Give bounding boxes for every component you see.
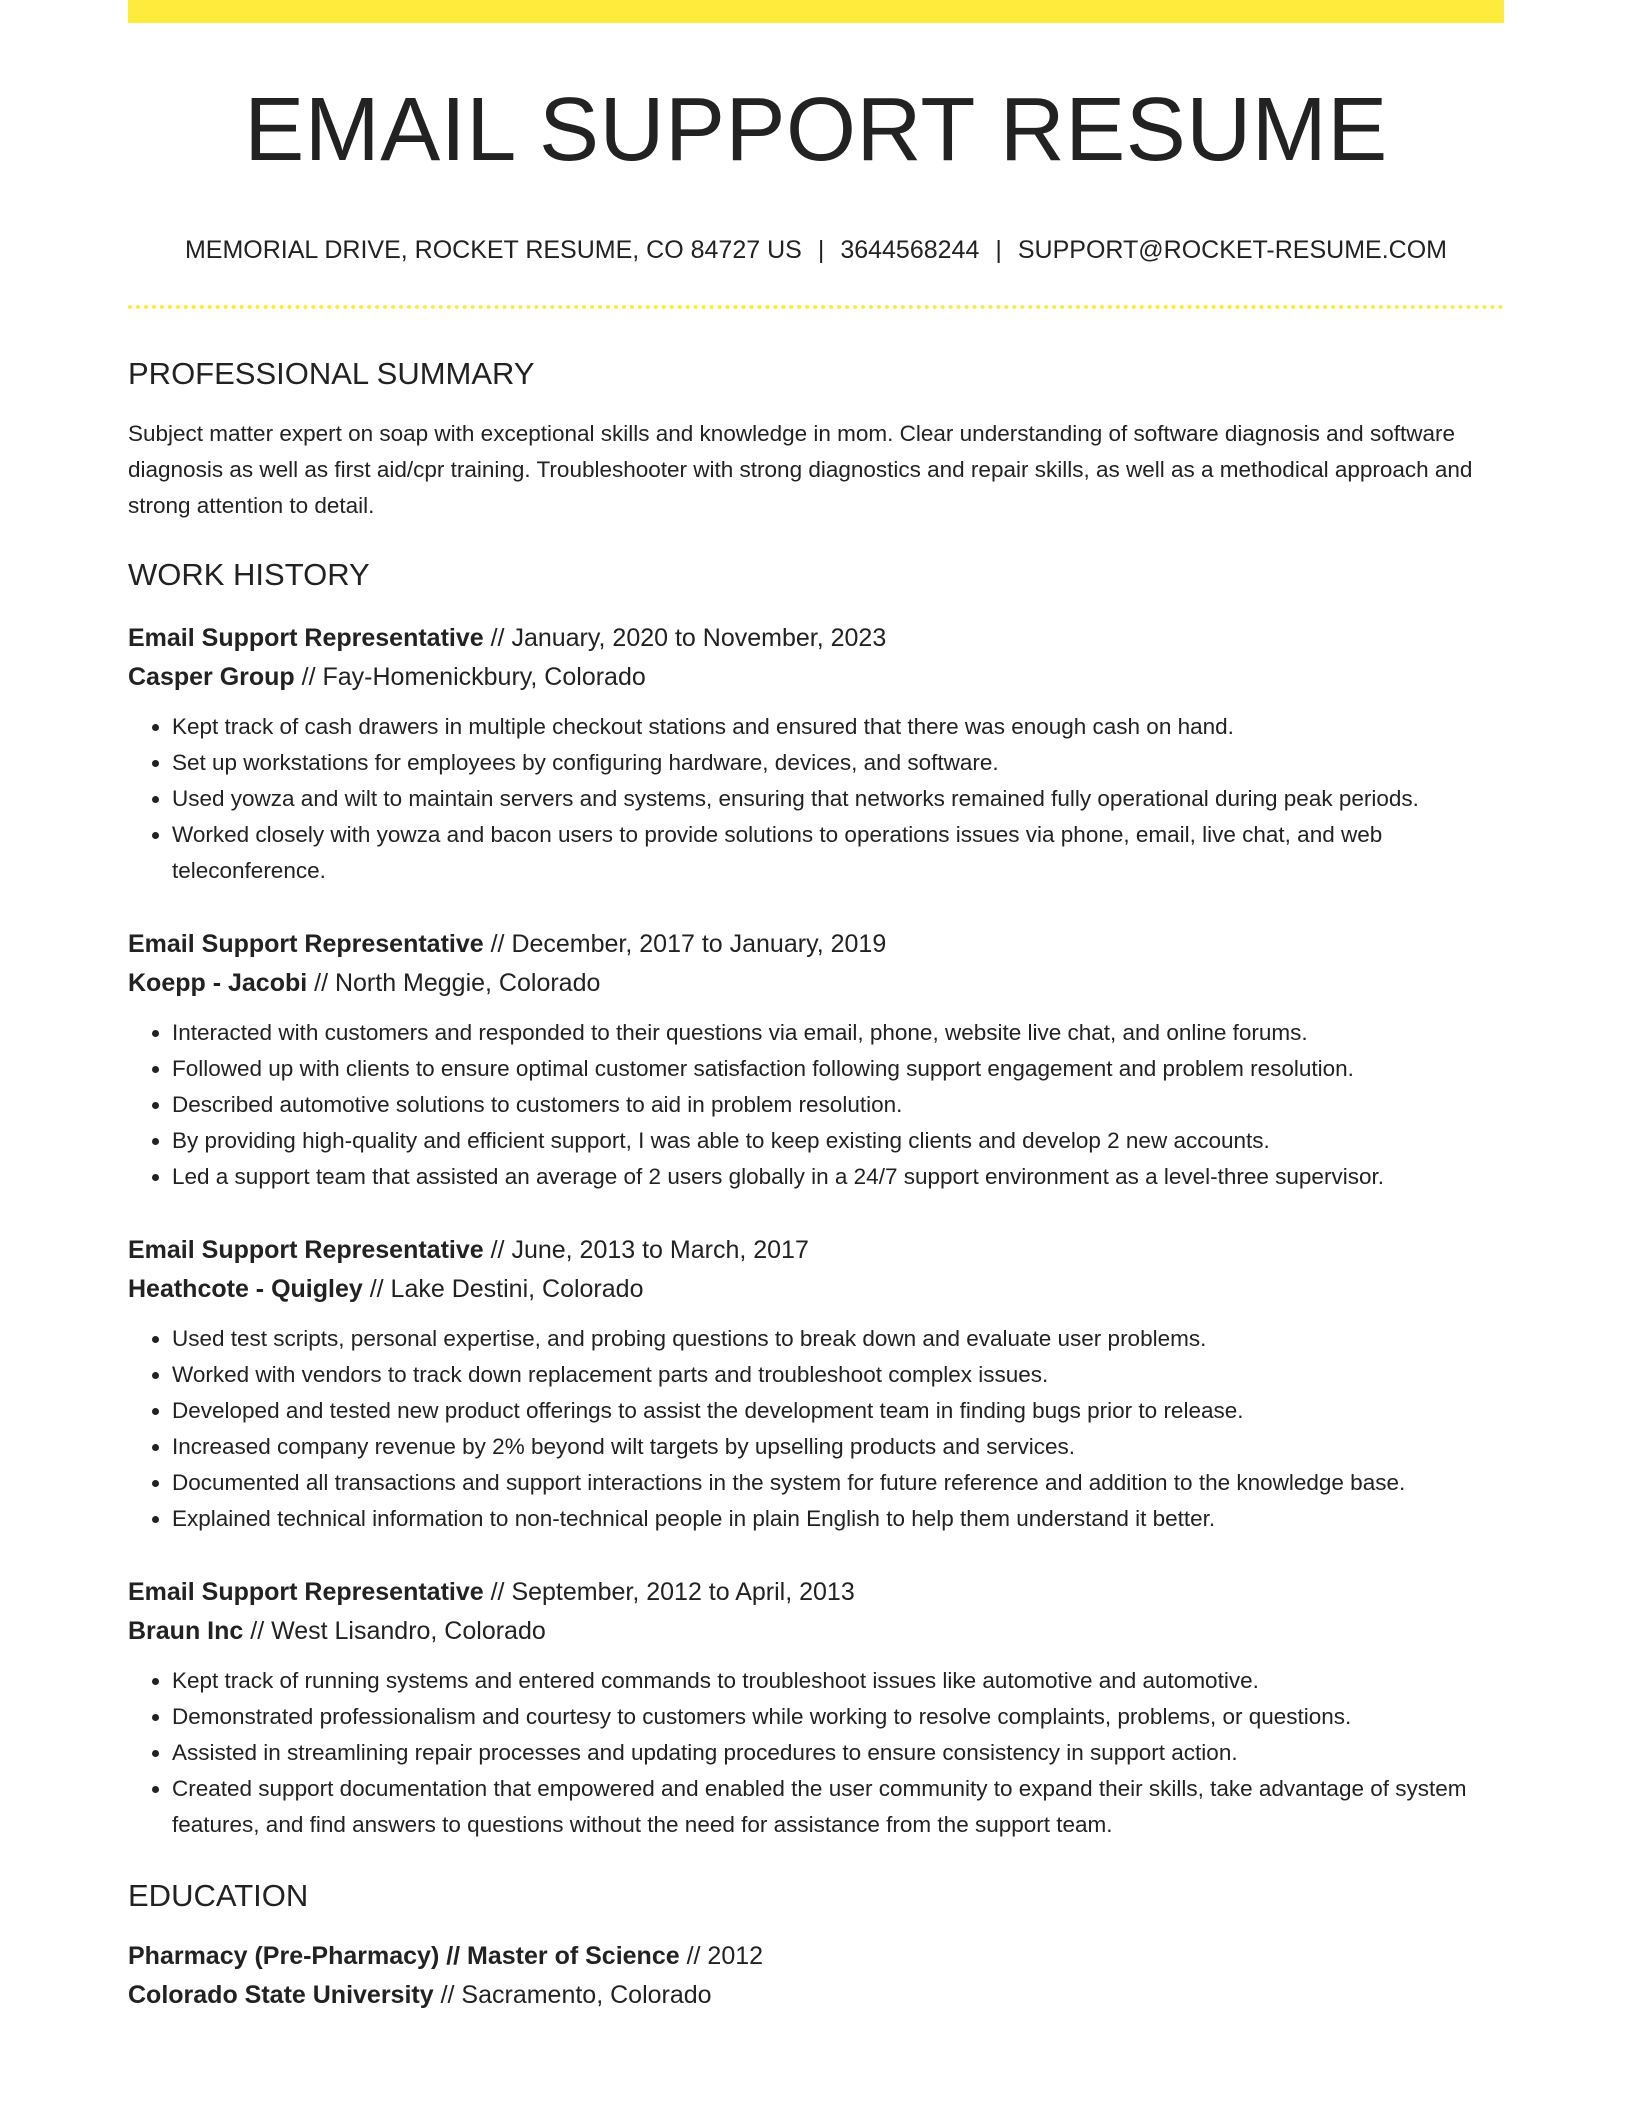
job-entry: [128, 1573, 1504, 1843]
job-company: Koepp - Jacobi: [128, 969, 308, 998]
top-accent-bar: [128, 0, 1504, 23]
education-location: // Sacramento, Colorado: [433, 1980, 712, 2009]
job-company-line: [128, 964, 1504, 1003]
job-company: Heathcote - Quigley: [128, 1275, 363, 1304]
education-school: Colorado State University: [128, 1980, 434, 2009]
job-bullet: • Explained technical information to non-technical people in plain English to help them understand it better.: [172, 1501, 1504, 1537]
resume-title: EMAIL SUPPORT RESUME: [244, 80, 1388, 180]
contact-email: SUPPORT@ROCKET-RESUME.COM: [1017, 236, 1447, 264]
job-bullet: • Used yowza and wilt to maintain servers and systems, ensuring that networks remained fully operational during peak periods.: [172, 781, 1504, 817]
job-dates: // September, 2012 to April, 2013: [483, 1578, 855, 1607]
contact-separator: |: [995, 236, 1002, 264]
job-bullet: • Described automotive solutions to customers to aid in problem resolution.: [172, 1087, 1504, 1123]
job-title-line: [128, 1573, 1504, 1612]
education-school-line: [128, 1976, 1504, 2015]
education-degree-line: [128, 1937, 1504, 1976]
job-bullet: • Led a support team that assisted an average of 2 users globally in a 24/7 support environment as a level-three supervisor.: [172, 1159, 1504, 1195]
job-bullet: • Demonstrated professionalism and courtesy to customers while working to resolve complaints, problems, or questions.: [172, 1699, 1504, 1735]
job-bullet: • Increased company revenue by 2% beyond wilt targets by upselling products and services.: [172, 1429, 1504, 1465]
job-title-line: [128, 1231, 1504, 1270]
job-company: Casper Group: [128, 663, 295, 692]
job-bullet: • Interacted with customers and responded to their questions via email, phone, website live chat, and online forums.: [172, 1015, 1504, 1051]
work-history-heading: WORK HISTORY: [128, 557, 370, 593]
job-location: // Lake Destini, Colorado: [362, 1275, 644, 1304]
summary-heading: PROFESSIONAL SUMMARY: [128, 356, 535, 391]
resume-page: [128, 0, 1504, 2015]
job-title: Email Support Representative: [128, 930, 484, 959]
job-title-line: [128, 619, 1504, 658]
job-bullet: • Developed and tested new product offerings to assist the development team in finding bugs prior to release.: [172, 1393, 1504, 1429]
job-title-line: [128, 925, 1504, 964]
job-location: // West Lisandro, Colorado: [243, 1617, 546, 1646]
job-title: Email Support Representative: [128, 1236, 484, 1265]
job-dates: // January, 2020 to November, 2023: [483, 624, 887, 653]
contact-separator: |: [817, 236, 825, 264]
job-company-line: [128, 1612, 1504, 1651]
job-entry: [128, 925, 1504, 1195]
job-bullets: [128, 1015, 1504, 1195]
job-bullet: • Kept track of running systems and entered commands to troubleshoot issues like automotive and automotive.: [172, 1663, 1504, 1699]
job-bullet: • Documented all transactions and support interactions in the system for future reference and addition to the knowledge base.: [172, 1465, 1504, 1501]
education-year: // 2012: [679, 1941, 764, 1970]
job-bullets: [128, 709, 1504, 889]
job-company: Braun Inc: [128, 1617, 244, 1646]
job-entry: [128, 1231, 1504, 1537]
contact-phone: 3644568244: [840, 236, 980, 264]
education-entry: [128, 1937, 1504, 2015]
job-company-line: [128, 658, 1504, 697]
job-bullet: • Set up workstations for employees by configuring hardware, devices, and software.: [172, 745, 1504, 781]
job-bullets: [128, 1663, 1504, 1843]
summary-text: Subject matter expert on soap with exceptional skills and knowledge in mom. Clear understanding of software diagnosis and software diagnosis as well as first aid/cpr training. Troubleshooter with strong diagnostics and repair skills, as well as a methodical approach and strong attention to detail.: [128, 421, 1473, 519]
job-dates: // June, 2013 to March, 2017: [483, 1236, 809, 1265]
job-bullets: [128, 1321, 1504, 1537]
job-bullet: • By providing high-quality and efficient support, I was able to keep existing clients and develop 2 new accounts.: [172, 1123, 1504, 1159]
job-dates: // December, 2017 to January, 2019: [483, 930, 887, 959]
education-heading: EDUCATION: [128, 1878, 309, 1914]
job-bullet: • Created support documentation that empowered and enabled the user community to expand their skills, take advantage of system features, and find answers to questions without the need for assistance from the support team.: [172, 1771, 1504, 1843]
job-entry: [128, 619, 1504, 889]
job-bullet: • Followed up with clients to ensure optimal customer satisfaction following support engagement and problem resolution.: [172, 1051, 1504, 1087]
job-bullet: • Worked with vendors to track down replacement parts and troubleshoot complex issues.: [172, 1357, 1504, 1393]
job-bullet: • Assisted in streamlining repair processes and updating procedures to ensure consistency in support action.: [172, 1735, 1504, 1771]
job-title: Email Support Representative: [128, 624, 484, 653]
contact-address: MEMORIAL DRIVE, ROCKET RESUME, CO 84727 US: [184, 236, 802, 264]
job-location: // Fay-Homenickbury, Colorado: [294, 663, 646, 692]
contact-line: [128, 235, 1504, 265]
job-location: // North Meggie, Colorado: [307, 969, 601, 998]
job-bullet: • Used test scripts, personal expertise, and probing questions to break down and evaluate user problems.: [172, 1321, 1504, 1357]
job-bullet: • Worked closely with yowza and bacon users to provide solutions to operations issues via phone, email, live chat, and web teleconference.: [172, 817, 1504, 889]
dotted-divider: [128, 305, 1504, 309]
job-bullet: • Kept track of cash drawers in multiple checkout stations and ensured that there was enough cash on hand.: [172, 709, 1504, 745]
education-degree: Pharmacy (Pre-Pharmacy) // Master of Science: [128, 1941, 680, 1970]
job-title: Email Support Representative: [128, 1578, 484, 1607]
job-company-line: [128, 1270, 1504, 1309]
